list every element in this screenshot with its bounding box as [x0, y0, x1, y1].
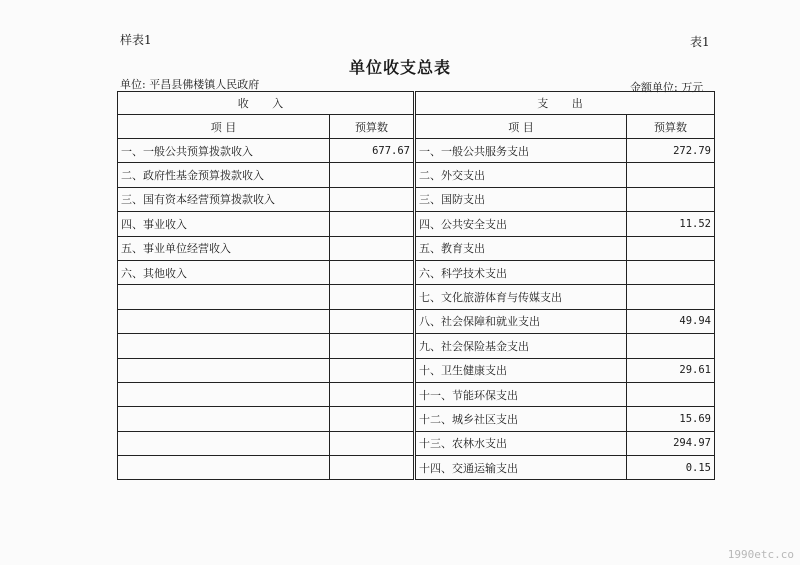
income-item-cell [118, 431, 330, 455]
expense-amount-cell [627, 163, 715, 187]
table-row [118, 382, 715, 406]
budget-table [117, 91, 715, 480]
income-amount-cell [330, 334, 415, 358]
sample-label: 样表1 [120, 33, 152, 47]
income-amount-cell [330, 285, 415, 309]
expense-amount-cell: 272.79 [627, 139, 715, 163]
expense-amount-cell [627, 187, 715, 211]
expense-amount-cell: 29.61 [627, 358, 715, 382]
income-item-cell [118, 309, 330, 333]
expense-amount-cell [627, 236, 715, 260]
expense-item-cell: 十二、城乡社区支出 [415, 407, 627, 431]
table-row [118, 456, 715, 480]
income-amount-cell [330, 358, 415, 382]
income-amount-cell [330, 163, 415, 187]
expense-item-cell: 十、卫生健康支出 [415, 358, 627, 382]
table-number: 表1 [690, 35, 710, 49]
income-amount-cell [330, 407, 415, 431]
income-amount-cell [330, 187, 415, 211]
column-header-row [118, 115, 715, 139]
income-amount-cell [330, 212, 415, 236]
income-item-cell [118, 382, 330, 406]
income-item-cell [118, 285, 330, 309]
table-row [118, 358, 715, 382]
income-amount-cell [330, 456, 415, 480]
expense-item-cell: 二、外交支出 [415, 163, 627, 187]
income-section-header: 收 入 [118, 92, 415, 115]
income-item-cell [118, 334, 330, 358]
expense-item-cell: 一、一般公共服务支出 [415, 139, 627, 163]
table-row [118, 139, 715, 163]
income-item-cell [118, 358, 330, 382]
income-amount-cell [330, 431, 415, 455]
amount-unit-label: 金额单位: 万元 [630, 81, 704, 94]
expense-amount-cell: 0.15 [627, 456, 715, 480]
table-row [118, 212, 715, 236]
unit-label: 单位: 平昌县佛楼镇人民政府 [120, 78, 260, 91]
income-item-cell: 六、其他收入 [118, 260, 330, 284]
expense-item-cell: 九、社会保险基金支出 [415, 334, 627, 358]
expense-item-cell: 八、社会保障和就业支出 [415, 309, 627, 333]
income-item-cell: 一、一般公共预算拨款收入 [118, 139, 330, 163]
expense-item-cell: 十一、节能环保支出 [415, 382, 627, 406]
table-row [118, 236, 715, 260]
expense-item-cell: 四、公共安全支出 [415, 212, 627, 236]
income-item-cell [118, 456, 330, 480]
income-item-cell: 五、事业单位经营收入 [118, 236, 330, 260]
expense-item-cell: 七、文化旅游体育与传媒支出 [415, 285, 627, 309]
expense-amount-cell: 15.69 [627, 407, 715, 431]
expense-amount-cell [627, 334, 715, 358]
income-amount-cell [330, 382, 415, 406]
table-row [118, 431, 715, 455]
table-row [118, 407, 715, 431]
expense-budget-header: 预算数 [627, 115, 715, 139]
expense-item-cell: 五、教育支出 [415, 236, 627, 260]
expense-amount-cell: 294.97 [627, 431, 715, 455]
income-amount-cell: 677.67 [330, 139, 415, 163]
income-item-cell: 四、事业收入 [118, 212, 330, 236]
expense-item-header: 项 目 [415, 115, 627, 139]
expense-item-cell: 十四、交通运输支出 [415, 456, 627, 480]
section-header-row [118, 92, 715, 115]
watermark: 1990etc.co [727, 548, 794, 561]
expense-item-cell: 六、科学技术支出 [415, 260, 627, 284]
income-item-cell [118, 407, 330, 431]
income-item-cell: 三、国有资本经营预算拨款收入 [118, 187, 330, 211]
expense-item-cell: 十三、农林水支出 [415, 431, 627, 455]
expense-item-cell: 三、国防支出 [415, 187, 627, 211]
income-budget-header: 预算数 [330, 115, 415, 139]
expense-amount-cell: 11.52 [627, 212, 715, 236]
table-row [118, 334, 715, 358]
income-amount-cell [330, 236, 415, 260]
expense-amount-cell [627, 285, 715, 309]
income-item-header: 项 目 [118, 115, 330, 139]
expense-section-header: 支 出 [415, 92, 715, 115]
table-row [118, 260, 715, 284]
table-row [118, 285, 715, 309]
table-row [118, 309, 715, 333]
expense-amount-cell [627, 382, 715, 406]
income-item-cell: 二、政府性基金预算拨款收入 [118, 163, 330, 187]
income-amount-cell [330, 260, 415, 284]
table-row [118, 187, 715, 211]
income-amount-cell [330, 309, 415, 333]
table-row [118, 163, 715, 187]
expense-amount-cell [627, 260, 715, 284]
expense-amount-cell: 49.94 [627, 309, 715, 333]
page-title: 单位收支总表 [348, 58, 451, 77]
